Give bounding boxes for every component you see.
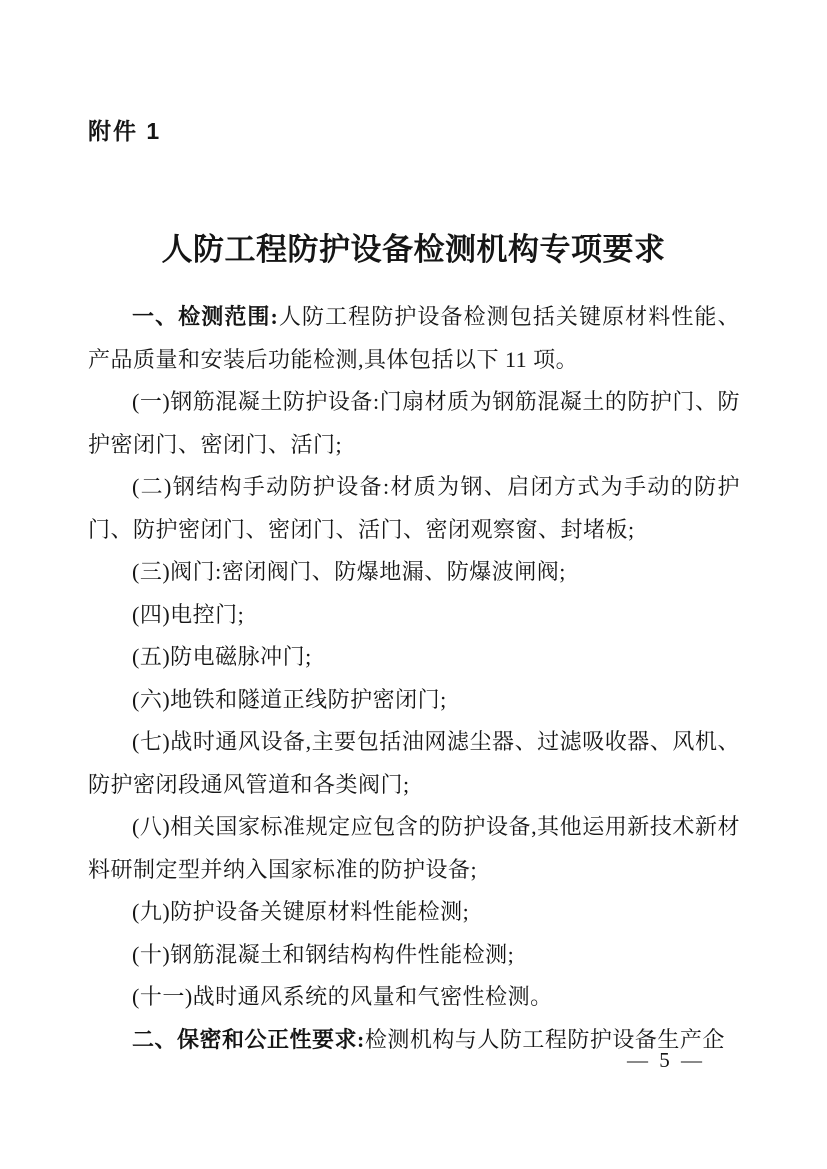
paragraph-text: (四)电控门; [132, 601, 245, 627]
paragraph-text: (十)钢筋混凝土和钢结构构件性能检测; [132, 941, 515, 967]
paragraph [88, 381, 740, 466]
paragraph [88, 296, 740, 381]
paragraph [88, 594, 740, 637]
paragraph-text: 人防工程防护设备检测包括关键原材料性能、产品质量和安装后功能检测,具体包括以下 11 项。 [88, 304, 740, 372]
paragraph [88, 891, 740, 934]
paragraph-lead: 二、保密和公正性要求: [132, 1026, 365, 1052]
paragraph-text: (一)钢筋混凝土防护设备:门扇材质为钢筋混凝土的防护门、防护密闭门、密闭门、活门; [88, 389, 740, 457]
paragraph-text: (五)防电磁脉冲门; [132, 644, 312, 669]
paragraph-text: 检测机构与人防工程防护设备生产企 [364, 1026, 725, 1052]
page-number: — 5 — [627, 1048, 705, 1072]
paragraph [88, 976, 740, 1019]
paragraph-text: (九)防护设备关键原材料性能检测; [132, 899, 470, 924]
paragraph [88, 679, 740, 722]
paragraph-lead: 一、检测范围: [132, 304, 279, 329]
paragraph [88, 636, 740, 679]
paragraph-text: (六)地铁和隧道正线防护密闭门; [132, 686, 447, 712]
paragraph-text: (三)阀门:密闭阀门、防爆地漏、防爆波闸阀; [132, 559, 566, 584]
paragraph-text: (二)钢结构手动防护设备:材质为钢、启闭方式为手动的防护门、防护密闭门、密闭门、活门、密闭观察窗、封堵板; [88, 474, 740, 542]
paragraph [88, 806, 740, 891]
paragraph [88, 934, 740, 977]
document-title: 人防工程防护设备检测机构专项要求 [161, 231, 666, 267]
paragraph [88, 551, 740, 594]
paragraph-text: (八)相关国家标准规定应包含的防护设备,其他运用新技术新材料研制定型并纳入国家标准的防护设备; [88, 814, 740, 882]
paragraph-text: (十一)战时通风系统的风量和气密性检测。 [132, 984, 553, 1009]
paragraph [88, 466, 740, 551]
document-body [88, 296, 740, 1061]
paragraph [88, 721, 740, 806]
attachment-label: 附件 1 [88, 118, 162, 144]
paragraph-text: (七)战时通风设备,主要包括油网滤尘器、过滤吸收器、风机、防护密闭段通风管道和各类阀门; [88, 729, 740, 797]
